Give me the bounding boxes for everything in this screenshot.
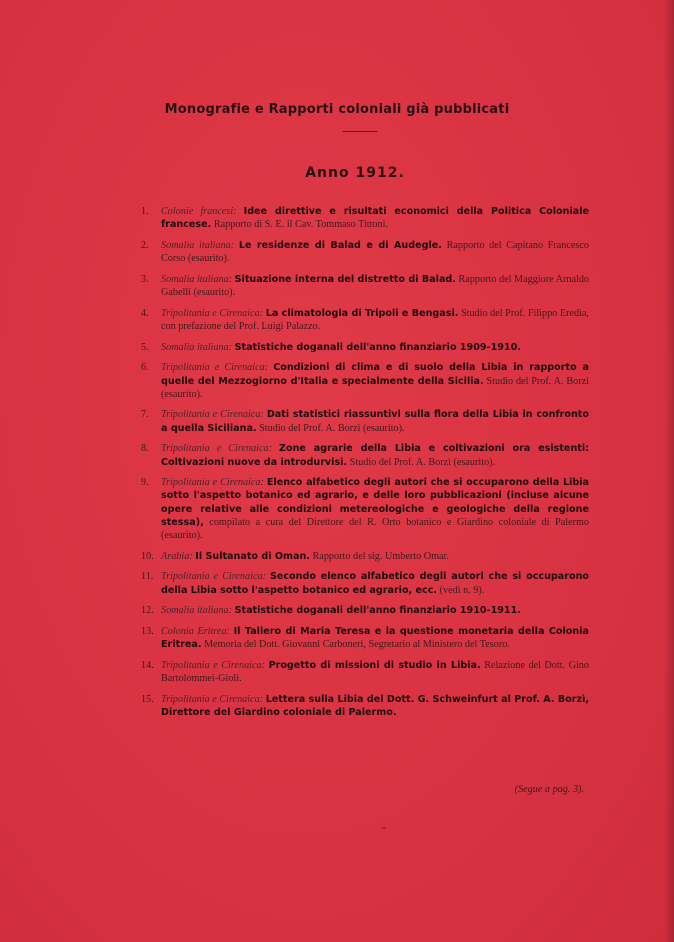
item-number: 6. <box>141 362 149 374</box>
item-number: 2. <box>141 239 149 251</box>
item-region: Tripolitania e Cirenaica: <box>161 571 266 583</box>
item-number: 1. <box>141 206 149 217</box>
heading-rule <box>343 131 377 132</box>
item-description: Studio del Prof. Filippo Eredia, con prefazione del Prof. Luigi Palazzo. <box>161 307 589 332</box>
item-title: Dati statistici riassuntivi sulla flora della Libia in confronto a quella Siciliana. <box>161 409 589 434</box>
item-description: Studio del Prof. A. Borzì (esaurito). <box>259 422 405 434</box>
list-item <box>141 361 589 401</box>
item-title: Le residenze di Balad e di Audegle. <box>238 239 442 251</box>
item-description: Relazione del Dott. Gino Bartolommei-Gioli. <box>161 659 589 685</box>
item-number: 12. <box>141 605 154 617</box>
item-number: 8. <box>141 443 149 455</box>
continued-note-text: (Segue a pag. 3). <box>514 784 584 795</box>
item-description: Rapporto di S. E. il Cav. Tommaso Tittoni. <box>213 219 389 231</box>
item-description: Rapporto del sig. Umberto Omar. <box>312 550 449 562</box>
item-title: Progetto di missioni di studio in Libia. <box>268 659 481 671</box>
item-number: 7. <box>141 409 149 421</box>
item-title: Statistiche doganali dell'anno finanziario 1910-1911. <box>234 605 521 617</box>
list-item <box>141 570 589 596</box>
item-title: La climatologia di Tripoli e Bengasi. <box>265 307 459 319</box>
item-title: Condizioni di clima e di suolo della Libia in rapporto a quelle del Mezzogiorno d'Italia e specialmente della Sicilia. <box>161 362 590 387</box>
list-item <box>141 408 589 434</box>
page-edge-shadow <box>664 0 674 942</box>
item-region: Colonie francesi: <box>161 206 237 217</box>
item-description: Rapporto del Maggiore Arnaldo Gabelli (esaurito). <box>161 273 590 299</box>
item-number: 15. <box>141 693 154 705</box>
item-number: 14. <box>141 659 154 671</box>
publication-list <box>141 205 589 727</box>
item-region: Tripolitania e Cirenaica: <box>161 443 272 455</box>
item-title: Secondo elenco alfabetico degli autori che si occuparono della Libia sotto l'aspetto botanico ed agrario, ecc. <box>161 571 589 596</box>
item-number: 13. <box>141 626 154 638</box>
item-number: 10. <box>141 550 154 562</box>
item-description: Rapporto del Capitano Francesco Corso (esaurito). <box>161 239 590 265</box>
item-region: Colonia Eritrea: <box>161 626 230 638</box>
item-description: Studio del Prof. A. Borzì (esaurito). <box>161 375 589 400</box>
list-item <box>141 659 589 685</box>
item-title: Idee direttive e risultati economici della Politica Coloniale francese. <box>161 206 590 231</box>
item-region: Somalia italiana: <box>161 605 233 617</box>
item-region: Tripolitania e Cirenaica: <box>161 693 264 705</box>
item-region: Tripolitania e Cirenaica: <box>161 362 269 374</box>
item-title: Elenco alfabetico degli autori che si occuparono della Libia sotto l'aspetto botanico ed agrario, e delle loro pubblicazioni (incluse alcune opere relative alle condizioni metereologiche e geologiche della regione stessa), <box>161 477 589 528</box>
item-description: (vedi n. 9). <box>439 584 485 596</box>
item-region: Tripolitania e Cirenaica: <box>161 307 264 319</box>
item-region: Somalia italiana: <box>161 341 233 353</box>
item-region: Tripolitania e Cirenaica: <box>161 659 266 671</box>
item-number: 4. <box>141 307 149 319</box>
item-title: Il Tallero di Maria Teresa e la questione monetaria della Colonia Eritrea. <box>161 626 589 651</box>
list-item <box>141 625 589 651</box>
item-title: Situazione interna del distretto di Balad. <box>234 273 456 285</box>
item-number: 11. <box>141 571 154 583</box>
list-item <box>141 476 589 542</box>
list-item <box>141 341 589 354</box>
item-number: 9. <box>141 477 149 489</box>
item-title: Lettera sulla Libia del Dott. G. Schweinfurt al Prof. A. Borzì, Direttore del Giardino coloniale di Palermo. <box>161 693 590 719</box>
page-heading: Monografie e Rapporti coloniali già pubblicati <box>164 102 510 117</box>
item-number: 3. <box>141 273 149 285</box>
item-description: compilato a cura del Direttore del R. Orto botanico e Giardino coloniale di Palermo (esaurito). <box>161 516 590 542</box>
list-item <box>141 307 589 333</box>
year-heading: Anno 1912. <box>305 165 405 181</box>
item-description: Memoria del Dott. Giovanni Carboneri, Segretario al Ministero del Tesoro. <box>204 639 510 651</box>
item-region: Tripolitania e Cirenaica: <box>161 409 264 421</box>
item-region: Somalia italiana: <box>161 239 235 251</box>
list-item <box>141 693 589 719</box>
continued-note <box>515 784 584 795</box>
list-item <box>141 604 589 617</box>
item-description: Studio del Prof. A. Borzì (esaurito). <box>349 456 496 468</box>
item-region: Tripolitania e Cirenaica: <box>161 477 264 489</box>
list-item <box>141 239 589 265</box>
list-item <box>141 550 589 563</box>
item-title: Il Sultanato di Oman. <box>195 550 310 562</box>
item-title: Statistiche doganali dell'anno finanziario 1909-1910. <box>234 341 521 353</box>
item-region: Somalia italiana: <box>161 273 233 285</box>
item-number: 5. <box>141 341 149 353</box>
printer-mark: ″ <box>382 826 387 837</box>
item-title: Zone agrarie della Libia e coltivazioni ora esistenti: Coltivazioni nuove da introdurvisi. <box>161 443 589 468</box>
list-item <box>141 205 589 231</box>
list-item <box>141 442 589 468</box>
list-item <box>141 273 589 299</box>
item-region: Arabia: <box>161 550 193 562</box>
